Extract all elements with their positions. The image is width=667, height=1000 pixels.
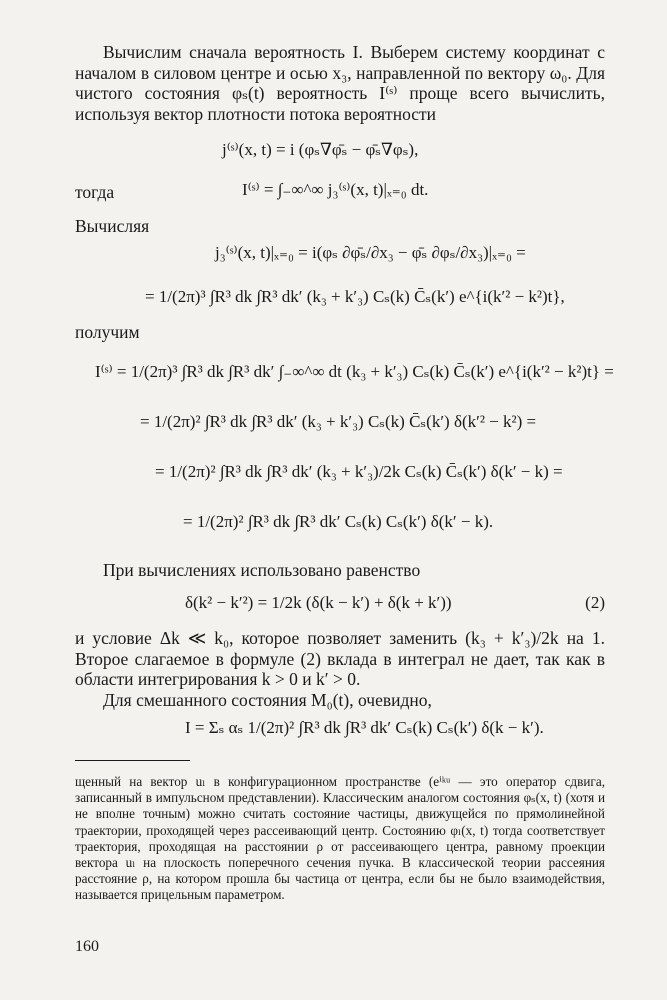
paragraph-equality: При вычислениях использовано равенство: [103, 560, 421, 580]
equation-j3: j₃⁽ˢ⁾(x, t)|ₓ₌₀ = i(φₛ ∂φ̄ₛ/∂x₃ − φ̄ₛ ∂φₛ/∂x₃)|ₓ₌₀ =: [215, 243, 526, 262]
footnote-rule: [75, 760, 190, 761]
paragraph-mixed-state: Для смешанного состояния M₀(t), очевидно,: [103, 690, 432, 710]
footnote-text: щенный на вектор uₗ в конфигурационном пространстве (eⁱᵏᵘ — это оператор сдвига, записанный в импульсном представлении). Классическим аналогом состояния φₛ(x, t) (хотя и не вполне точным) можно считать состояние частицы, движущейся по прямолинейной траектории, проходящей через рассеивающий центр. Состоянию φₗ(x, t) тогда соответствует траектория, проходящая на расстоянии ρ от рассеивающего центра, равному проекции вектора uₗ на плоскость поперечного сечения пучка. В классической теории рассеяния расстояние ρ, на котором прошла бы частица от центра, если бы не было взаимодействия, называется прицельным параметром.: [75, 774, 605, 903]
paragraph-intro: Вычислим сначала вероятность I. Выберем систему координат с началом в силовом центре и осью x₃, направленной по вектору ω₀. Для чистого состояния φₛ(t) вероятность I⁽ˢ⁾ проще всего вычислить, используя вектор плотности потока вероятности: [75, 42, 605, 124]
equation-I-s-4: = 1/(2π)² ∫R³ dk ∫R³ dk′ Cₛ(k) Cₛ(k′) δ(k′ − k).: [183, 512, 494, 531]
equation-probability: I⁽ˢ⁾ = ∫₋∞^∞ j₃⁽ˢ⁾(x, t)|ₓ₌₀ dt.: [242, 180, 429, 199]
equation-I-s-2: = 1/(2π)² ∫R³ dk ∫R³ dk′ (k₃ + k′₃) Cₛ(k) C̄ₛ(k′) δ(k′² − k²) =: [140, 412, 537, 431]
paragraph-condition: и условие Δk ≪ k₀, которое позволяет заменить (k₃ + k′₃)/2k на 1. Второе слагаемое в формуле (2) вклада в интеграл не дает, так как в области интегрирования k > 0 и k′ > 0.: [75, 628, 605, 689]
page-number: 160: [75, 938, 99, 955]
equation-mixed-state: I = Σₛ αₛ 1/(2π)² ∫R³ dk ∫R³ dk′ Cₛ(k) Cₛ(k′) δ(k − k′).: [185, 718, 544, 737]
equation-I-s-1: I⁽ˢ⁾ = 1/(2π)³ ∫R³ dk ∫R³ dk′ ∫₋∞^∞ dt (k₃ + k′₃) Cₛ(k) C̄ₛ(k′) e^{i(k′² − k²)t} =: [95, 362, 614, 381]
equation-delta-identity: δ(k² − k′²) = 1/2k (δ(k − k′) + δ(k + k′)): [185, 593, 452, 612]
equation-current-density-text: j⁽ˢ⁾(x, t) = i (φₛ∇φ̄ₛ − φ̄ₛ∇φₛ),: [222, 140, 419, 159]
label-vychislyaya: Вычисляя: [75, 216, 150, 236]
label-poluchim: получим: [75, 322, 140, 342]
equation-I-s-3: = 1/(2π)² ∫R³ dk ∫R³ dk′ (k₃ + k′₃)/2k Cₛ(k) C̄ₛ(k′) δ(k′ − k) =: [155, 462, 563, 481]
equation-j3-integral: = 1/(2π)³ ∫R³ dk ∫R³ dk′ (k₃ + k′₃) Cₛ(k) C̄ₛ(k′) e^{i(k′² − k²)t},: [145, 287, 565, 306]
label-togda: тогда: [75, 182, 115, 202]
equation-number: (2): [585, 593, 605, 612]
